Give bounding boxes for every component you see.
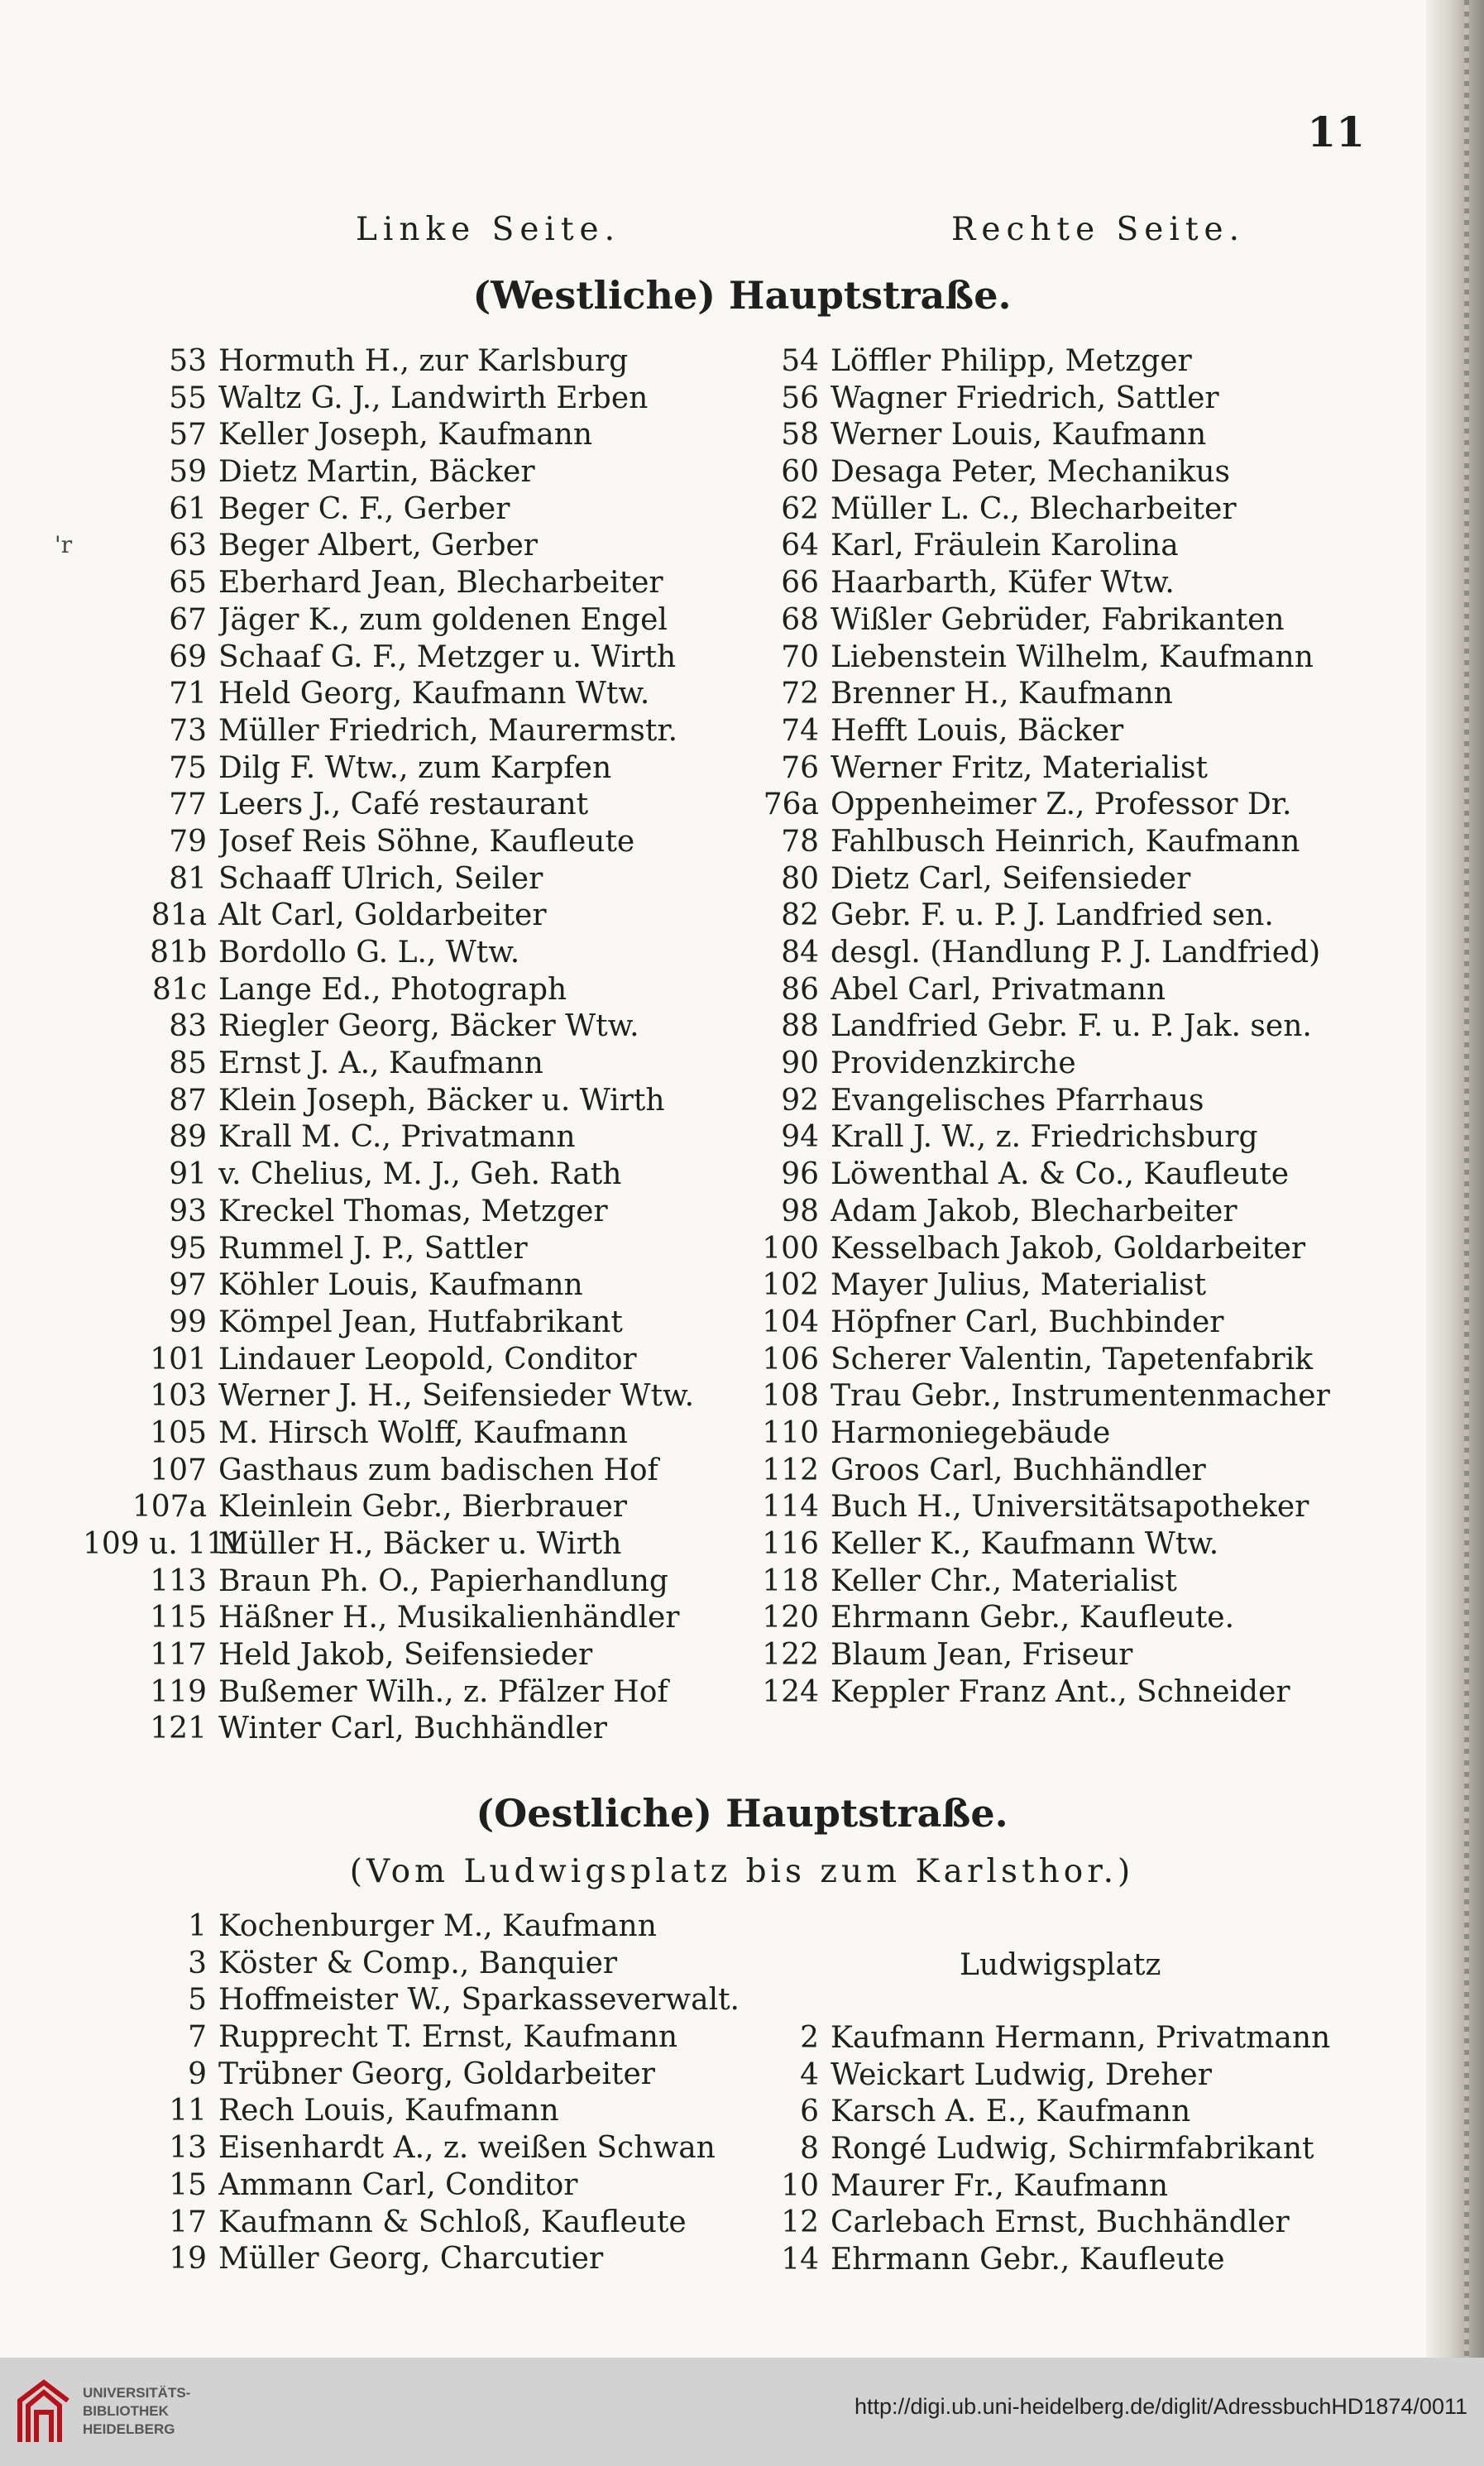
house-number: 109 u. 111: [83, 1527, 244, 1561]
house-number: 67: [169, 602, 207, 637]
address-entry: [83, 713, 753, 750]
resident-name: Oppenheimer Z., Professor Dr.: [831, 788, 1292, 822]
house-number: 80: [781, 861, 819, 896]
house-number: 124: [762, 1674, 819, 1709]
address-entry: [695, 639, 1381, 677]
resident-name: Dilg F. Wtw., zum Karpfen: [218, 750, 612, 785]
house-number: 101: [150, 1342, 207, 1377]
address-entry: [83, 343, 753, 381]
address-entry: [695, 1600, 1381, 1637]
house-number: 88: [781, 1009, 819, 1044]
house-number: 118: [762, 1563, 819, 1598]
address-entry: [695, 454, 1381, 491]
house-number: 7: [188, 2020, 207, 2055]
house-number: 96: [781, 1157, 819, 1192]
house-number: 108: [762, 1379, 819, 1414]
house-number: 106: [762, 1342, 819, 1377]
address-entry: [695, 1231, 1381, 1268]
resident-name: Rech Louis, Kaufmann: [218, 2094, 559, 2128]
resident-name: Landfried Gebr. F. u. P. Jak. sen.: [831, 1009, 1312, 1044]
address-entry: [83, 602, 753, 639]
address-entry: [83, 565, 753, 602]
address-entry: [83, 1526, 753, 1563]
list-east-left: [83, 1908, 753, 2278]
resident-name: desgl. (Handlung P. J. Landfried): [831, 936, 1321, 970]
resident-name: Blaum Jean, Friseur: [831, 1638, 1133, 1673]
library-name-line-3: HEIDELBERG: [83, 2421, 175, 2437]
house-number: 8: [800, 2132, 819, 2167]
address-entry: [695, 898, 1381, 935]
resident-name: Abel Carl, Privatmann: [831, 972, 1166, 1007]
house-number: 112: [762, 1453, 819, 1487]
resident-name: Maurer Fr., Kaufmann: [831, 2168, 1169, 2203]
resident-name: Werner Fritz, Materialist: [831, 750, 1208, 785]
address-entry: [83, 1637, 753, 1674]
resident-name: Groos Carl, Buchhändler: [831, 1453, 1206, 1487]
house-number: 55: [169, 381, 207, 415]
resident-name: Weickart Ludwig, Dreher: [831, 2057, 1212, 2092]
resident-name: Krall J. W., z. Friedrichsburg: [831, 1120, 1258, 1155]
section-title-east: (Oestliche) Hauptstraße.: [476, 1791, 1008, 1836]
address-entry: [695, 2057, 1381, 2095]
list-west-right: [695, 343, 1381, 1711]
resident-name: Gasthaus zum badischen Hof: [218, 1453, 658, 1487]
house-number: 14: [781, 2243, 819, 2277]
ludwigsplatz-label: Ludwigsplatz: [960, 1948, 1161, 1982]
address-entry: [695, 1008, 1381, 1046]
resident-name: Kömpel Jean, Hutfabrikant: [218, 1305, 623, 1339]
house-number: 107: [150, 1453, 207, 1487]
side-label-left: Linke Seite.: [356, 211, 621, 248]
address-entry: [83, 1267, 753, 1305]
address-entry: [695, 1415, 1381, 1453]
house-number: 69: [169, 639, 207, 674]
address-entry: [83, 1119, 753, 1156]
address-entry: [83, 1711, 753, 1748]
resident-name: Müller Georg, Charcutier: [218, 2242, 604, 2277]
house-number: 90: [781, 1046, 819, 1081]
resident-name: Häßner H., Musikalienhändler: [218, 1601, 680, 1635]
address-entry: [695, 565, 1381, 602]
house-number: 64: [781, 529, 819, 563]
address-entry: [695, 1526, 1381, 1563]
house-number: 56: [781, 381, 819, 415]
resident-name: Desaga Peter, Mechanikus: [831, 455, 1231, 490]
resident-name: Hoffmeister W., Sparkasseverwalt.: [218, 1983, 740, 2018]
resident-name: Wagner Friedrich, Sattler: [831, 381, 1219, 415]
resident-name: M. Hirsch Wolff, Kaufmann: [218, 1415, 628, 1450]
house-number: 78: [781, 824, 819, 859]
house-number: 99: [169, 1305, 207, 1339]
address-entry: [83, 2093, 753, 2130]
house-number: 66: [781, 566, 819, 601]
house-number: 121: [150, 1712, 207, 1746]
resident-name: Rummel J. P., Sattler: [218, 1231, 528, 1266]
house-number: 115: [150, 1601, 207, 1635]
house-number: 119: [150, 1674, 207, 1709]
address-entry: [83, 381, 753, 418]
house-number: 17: [169, 2205, 207, 2239]
footer-bar: [0, 2358, 1484, 2466]
library-name: [83, 2384, 190, 2439]
house-number: 73: [169, 713, 207, 748]
house-number: 89: [169, 1120, 207, 1155]
resident-name: Mayer Julius, Materialist: [831, 1268, 1207, 1303]
library-name-line-1: UNIVERSITÄTS-: [83, 2385, 191, 2401]
house-number: 5: [188, 1983, 207, 2018]
house-number: 75: [169, 750, 207, 785]
address-entry: [83, 1378, 753, 1415]
library-logo-icon: [13, 2376, 74, 2449]
house-number: 61: [169, 491, 207, 526]
resident-name: Jäger K., zum goldenen Engel: [218, 602, 668, 637]
address-entry: [83, 1046, 753, 1083]
house-number: 62: [781, 491, 819, 526]
house-number: 63: [169, 529, 207, 563]
resident-name: Adam Jakob, Blecharbeiter: [831, 1194, 1237, 1228]
address-entry: [695, 1305, 1381, 1342]
address-entry: [83, 898, 753, 935]
address-entry: [695, 602, 1381, 639]
resident-name: Schaaf G. F., Metzger u. Wirth: [218, 639, 677, 674]
house-number: 114: [762, 1490, 819, 1525]
house-number: 81c: [152, 972, 207, 1007]
address-entry: [83, 861, 753, 898]
resident-name: Alt Carl, Goldarbeiter: [218, 898, 547, 933]
resident-name: Scherer Valentin, Tapetenfabrik: [831, 1342, 1314, 1377]
resident-name: Löwenthal A. & Co., Kaufleute: [831, 1157, 1290, 1192]
resident-name: Müller H., Bäcker u. Wirth: [218, 1527, 622, 1561]
address-entry: [695, 2242, 1381, 2279]
resident-name: Kreckel Thomas, Metzger: [218, 1194, 608, 1228]
address-entry: [695, 2020, 1381, 2057]
address-entry: [83, 2019, 753, 2057]
address-entry: [83, 935, 753, 972]
house-number: 107a: [132, 1490, 207, 1525]
margin-mark: 'r: [55, 531, 73, 558]
address-entry: [83, 1908, 753, 1946]
resident-name: Ammann Carl, Conditor: [218, 2167, 578, 2202]
resident-name: Klein Joseph, Bäcker u. Wirth: [218, 1083, 665, 1118]
address-entry: [83, 1982, 753, 2019]
house-number: 113: [150, 1563, 207, 1598]
house-number: 93: [169, 1194, 207, 1228]
house-number: 65: [169, 566, 207, 601]
address-entry: [83, 528, 753, 565]
address-entry: [83, 1008, 753, 1046]
house-number: 81b: [150, 936, 207, 970]
address-entry: [695, 1267, 1381, 1305]
resident-name: Riegler Georg, Bäcker Wtw.: [218, 1009, 639, 1044]
resident-name: Müller L. C., Blecharbeiter: [831, 491, 1237, 526]
resident-name: Kaufmann Hermann, Privatmann: [831, 2021, 1331, 2055]
address-entry: [695, 2131, 1381, 2168]
address-entry: [695, 787, 1381, 824]
address-entry: [695, 861, 1381, 898]
address-entry: [83, 1083, 753, 1120]
house-number: 70: [781, 639, 819, 674]
resident-name: Karsch A. E., Kaufmann: [831, 2095, 1191, 2129]
resident-name: Dietz Carl, Seifensieder: [831, 861, 1191, 896]
address-entry: [83, 1946, 753, 1983]
resident-name: Hefft Louis, Bäcker: [831, 713, 1124, 748]
resident-name: Keppler Franz Ant., Schneider: [831, 1674, 1290, 1709]
address-entry: [83, 639, 753, 677]
house-number: 54: [781, 344, 819, 378]
house-number: 15: [169, 2167, 207, 2202]
house-number: 103: [150, 1379, 207, 1414]
address-entry: [83, 972, 753, 1009]
resident-name: Carlebach Ernst, Buchhändler: [831, 2205, 1290, 2240]
address-entry: [83, 2130, 753, 2167]
address-entry: [83, 787, 753, 824]
house-number: 53: [169, 344, 207, 378]
address-entry: [83, 1305, 753, 1342]
resident-name: Kaufmann & Schloß, Kaufleute: [218, 2205, 687, 2239]
resident-name: Ehrmann Gebr., Kaufleute: [831, 2243, 1225, 2277]
resident-name: Ernst J. A., Kaufmann: [218, 1046, 543, 1081]
address-entry: [83, 1415, 753, 1453]
resident-name: Leers J., Café restaurant: [218, 788, 589, 822]
address-entry: [695, 1378, 1381, 1415]
address-entry: [695, 935, 1381, 972]
resident-name: Schaaff Ulrich, Seiler: [218, 861, 543, 896]
house-number: 10: [781, 2168, 819, 2203]
house-number: 94: [781, 1120, 819, 1155]
resident-name: Müller Friedrich, Maurermstr.: [218, 713, 678, 748]
resident-name: Buch H., Universitätsapotheker: [831, 1490, 1309, 1525]
address-entry: [83, 1563, 753, 1601]
resident-name: Trübner Georg, Goldarbeiter: [218, 2057, 655, 2091]
address-entry: [695, 972, 1381, 1009]
section-title-west: (Westliche) Hauptstraße.: [472, 273, 1012, 318]
house-number: 100: [762, 1231, 819, 1266]
address-entry: [695, 1637, 1381, 1674]
library-name-line-2: BIBLIOTHEK: [83, 2403, 169, 2419]
resident-name: Haarbarth, Küfer Wtw.: [831, 566, 1175, 601]
address-entry: [695, 1453, 1381, 1490]
resident-name: v. Chelius, M. J., Geh. Rath: [218, 1157, 622, 1192]
resident-name: Brenner H., Kaufmann: [831, 677, 1173, 711]
house-number: 13: [169, 2131, 207, 2166]
resident-name: Held Jakob, Seifensieder: [218, 1638, 593, 1673]
resident-name: Krall M. C., Privatmann: [218, 1120, 576, 1155]
address-entry: [695, 343, 1381, 381]
address-entry: [695, 1046, 1381, 1083]
house-number: 68: [781, 602, 819, 637]
address-entry: [695, 417, 1381, 454]
resident-name: Keller K., Kaufmann Wtw.: [831, 1527, 1219, 1561]
side-label-right: Rechte Seite.: [951, 211, 1245, 248]
house-number: 102: [762, 1268, 819, 1303]
page-number: 11: [1307, 108, 1365, 156]
resident-name: Keller Joseph, Kaufmann: [218, 418, 593, 452]
resident-name: Rupprecht T. Ernst, Kaufmann: [218, 2020, 678, 2055]
house-number: 76a: [763, 788, 819, 822]
address-entry: [695, 2205, 1381, 2242]
house-number: 11: [169, 2094, 207, 2128]
resident-name: Köster & Comp., Banquier: [218, 1946, 618, 1980]
address-entry: [695, 2094, 1381, 2131]
house-number: 71: [169, 677, 207, 711]
section-subtitle-east: (Vom Ludwigsplatz bis zum Karlsthor.): [349, 1853, 1135, 1890]
house-number: 122: [762, 1638, 819, 1673]
resident-name: Kesselbach Jakob, Goldarbeiter: [831, 1231, 1306, 1266]
address-entry: [83, 2205, 753, 2242]
house-number: 85: [169, 1046, 207, 1081]
address-entry: [83, 2241, 753, 2278]
house-number: 84: [781, 936, 819, 970]
resident-name: Bußemer Wilh., z. Pfälzer Hof: [218, 1674, 668, 1709]
house-number: 87: [169, 1083, 207, 1118]
address-entry: [695, 491, 1381, 529]
house-number: 97: [169, 1268, 207, 1303]
house-number: 72: [781, 677, 819, 711]
address-entry: [695, 1342, 1381, 1379]
address-entry: [83, 1489, 753, 1526]
resident-name: Providenzkirche: [831, 1046, 1076, 1081]
resident-name: Braun Ph. O., Papierhandlung: [218, 1563, 668, 1598]
address-entry: [83, 1194, 753, 1231]
house-number: 58: [781, 418, 819, 452]
house-number: 117: [150, 1638, 207, 1673]
address-entry: [695, 676, 1381, 713]
house-number: 110: [762, 1415, 819, 1450]
house-number: 86: [781, 972, 819, 1007]
house-number: 116: [762, 1527, 819, 1561]
house-number: 19: [169, 2242, 207, 2277]
resident-name: Winter Carl, Buchhändler: [218, 1712, 608, 1746]
resident-name: Höpfner Carl, Buchbinder: [831, 1305, 1224, 1339]
address-entry: [83, 1342, 753, 1379]
house-number: 4: [800, 2057, 819, 2092]
house-number: 82: [781, 898, 819, 933]
house-number: 92: [781, 1083, 819, 1118]
house-number: 95: [169, 1231, 207, 1266]
address-entry: [83, 2057, 753, 2094]
address-entry: [695, 1489, 1381, 1526]
resident-name: Ehrmann Gebr., Kaufleute.: [831, 1601, 1235, 1635]
house-number: 76: [781, 750, 819, 785]
house-number: 98: [781, 1194, 819, 1228]
resident-name: Kleinlein Gebr., Bierbrauer: [218, 1490, 627, 1525]
resident-name: Liebenstein Wilhelm, Kaufmann: [831, 639, 1314, 674]
resident-name: Lindauer Leopold, Conditor: [218, 1342, 637, 1377]
resident-name: Lange Ed., Photograph: [218, 972, 567, 1007]
resident-name: Gebr. F. u. P. J. Landfried sen.: [831, 898, 1274, 933]
house-number: 3: [188, 1946, 207, 1980]
house-number: 6: [800, 2095, 819, 2129]
resident-name: Waltz G. J., Landwirth Erben: [218, 381, 649, 415]
resident-name: Held Georg, Kaufmann Wtw.: [218, 677, 650, 711]
house-number: 77: [169, 788, 207, 822]
address-entry: [695, 381, 1381, 418]
address-entry: [83, 1600, 753, 1637]
house-number: 57: [169, 418, 207, 452]
house-number: 2: [800, 2021, 819, 2055]
address-entry: [83, 417, 753, 454]
address-entry: [695, 1156, 1381, 1194]
address-entry: [695, 2168, 1381, 2205]
book-edge: [1426, 0, 1484, 2358]
resident-name: Rongé Ludwig, Schirmfabrikant: [831, 2132, 1314, 2167]
list-west-left: [83, 343, 753, 1748]
resident-name: Beger Albert, Gerber: [218, 529, 539, 563]
source-url-link[interactable]: http://digi.ub.uni-heidelberg.de/diglit/AdressbuchHD1874/0011: [854, 2394, 1467, 2419]
resident-name: Harmoniegebäude: [831, 1415, 1111, 1450]
list-east-right: [695, 2020, 1381, 2279]
resident-name: Bordollo G. L., Wtw.: [218, 936, 520, 970]
address-entry: [83, 1231, 753, 1268]
resident-name: Kochenburger M., Kaufmann: [218, 1909, 657, 1943]
house-number: 79: [169, 824, 207, 859]
address-entry: [83, 491, 753, 529]
resident-name: Karl, Fräulein Karolina: [831, 529, 1179, 563]
house-number: 120: [762, 1601, 819, 1635]
house-number: 81a: [151, 898, 207, 933]
address-entry: [83, 750, 753, 788]
resident-name: Eisenhardt A., z. weißen Schwan: [218, 2131, 716, 2166]
resident-name: Beger C. F., Gerber: [218, 491, 510, 526]
resident-name: Evangelisches Pfarrhaus: [831, 1083, 1204, 1118]
house-number: 81: [169, 861, 207, 896]
house-number: 59: [169, 455, 207, 490]
address-entry: [695, 824, 1381, 861]
resident-name: Keller Chr., Materialist: [831, 1563, 1177, 1598]
house-number: 91: [169, 1157, 207, 1192]
house-number: 105: [150, 1415, 207, 1450]
resident-name: Trau Gebr., Instrumentenmacher: [831, 1379, 1330, 1414]
resident-name: Werner J. H., Seifensieder Wtw.: [218, 1379, 695, 1414]
house-number: 9: [188, 2057, 207, 2091]
address-entry: [695, 1674, 1381, 1712]
address-entry: [695, 1563, 1381, 1601]
resident-name: Werner Louis, Kaufmann: [831, 418, 1207, 452]
address-entry: [695, 713, 1381, 750]
address-entry: [83, 1674, 753, 1712]
house-number: 83: [169, 1009, 207, 1044]
resident-name: Köhler Louis, Kaufmann: [218, 1268, 583, 1303]
address-entry: [695, 1194, 1381, 1231]
address-entry: [695, 1119, 1381, 1156]
resident-name: Wißler Gebrüder, Fabrikanten: [831, 602, 1285, 637]
resident-name: Eberhard Jean, Blecharbeiter: [218, 566, 663, 601]
address-entry: [695, 1083, 1381, 1120]
resident-name: Dietz Martin, Bäcker: [218, 455, 535, 490]
house-number: 12: [781, 2205, 819, 2240]
house-number: 104: [762, 1305, 819, 1339]
house-number: 60: [781, 455, 819, 490]
resident-name: Löffler Philipp, Metzger: [831, 344, 1192, 378]
house-number: 74: [781, 713, 819, 748]
resident-name: Josef Reis Söhne, Kaufleute: [218, 824, 635, 859]
address-entry: [695, 750, 1381, 788]
house-number: 1: [188, 1909, 207, 1943]
resident-name: Fahlbusch Heinrich, Kaufmann: [831, 824, 1300, 859]
address-entry: [83, 676, 753, 713]
address-entry: [83, 824, 753, 861]
address-entry: [83, 1156, 753, 1194]
address-entry: [83, 454, 753, 491]
resident-name: Hormuth H., zur Karlsburg: [218, 344, 629, 378]
address-entry: [83, 2167, 753, 2205]
address-entry: [83, 1453, 753, 1490]
address-entry: [695, 528, 1381, 565]
